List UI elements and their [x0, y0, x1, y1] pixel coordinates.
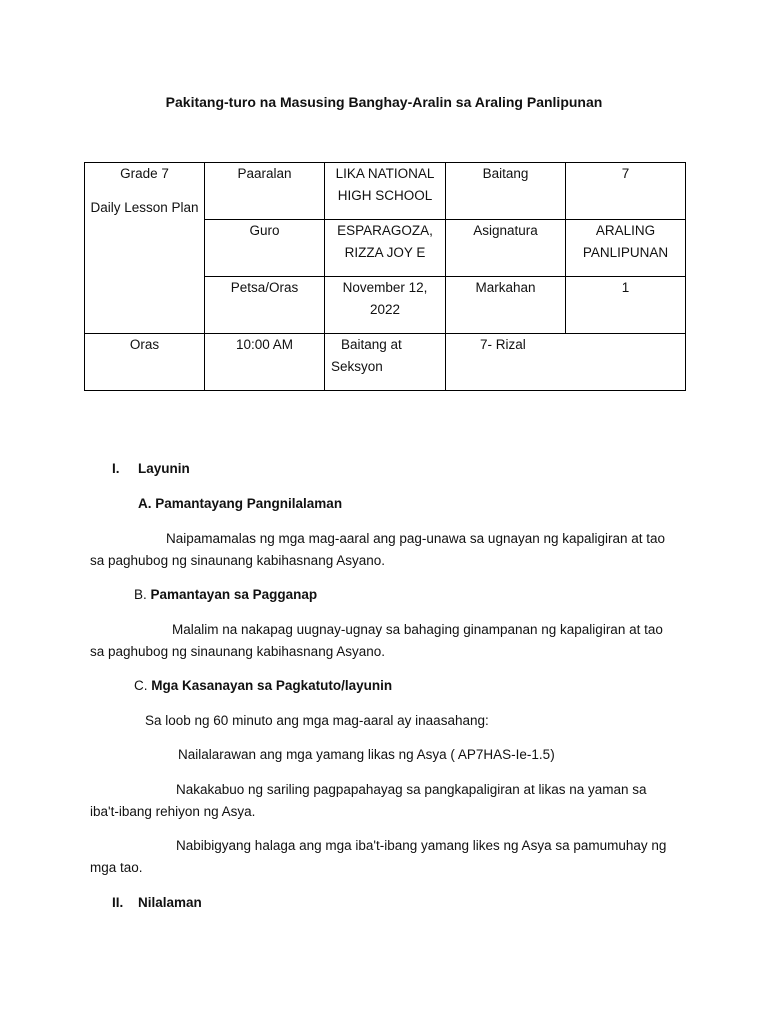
subject-label: Asignatura — [473, 223, 538, 238]
section-2-heading — [112, 895, 202, 910]
subsection-c-title: Mga Kasanayan sa Pagkatuto/layunin — [151, 678, 393, 693]
document-title: Pakitang-turo na Masusing Banghay-Aralin sa Araling Panlipunan — [165, 94, 603, 110]
subject-value-cell — [566, 220, 686, 277]
objective-2-line2: iba't-ibang rehiyon ng Asya. — [90, 804, 256, 819]
section-label-line1: Baitang at — [341, 337, 402, 352]
school-value-cell — [325, 163, 446, 220]
objective-3-line1: Nabibigyang halaga ang mga iba't-ibang yamang likes ng Asya sa pamumuhay ng — [176, 838, 667, 853]
subsection-c-intro: Sa loob ng 60 minuto ang mga mag-aaral ay inaasahang: — [145, 713, 489, 728]
school-value-line2: HIGH SCHOOL — [337, 188, 433, 203]
section-value-cell — [446, 334, 686, 391]
section-label-line2: Seksyon — [331, 359, 383, 374]
date-value-cell — [325, 277, 446, 334]
date-label-cell — [205, 277, 325, 334]
grade-level-label-cell — [446, 163, 566, 220]
date-label: Petsa/Oras — [230, 280, 299, 295]
section-1-title: Layunin — [138, 461, 190, 476]
objective-2-line1: Nakakabuo ng sariling pagpapahayag sa pangkapaligiran at likas na yaman sa — [176, 782, 647, 797]
teacher-value-cell — [325, 220, 446, 277]
objective-1: Nailalarawan ang mga yamang likas ng Asya ( AP7HAS-Ie-1.5) — [178, 747, 555, 762]
subsection-b-heading — [134, 587, 317, 602]
school-value-line1: LIKA NATIONAL — [335, 166, 435, 181]
grade-label: Grade 7 — [120, 166, 169, 181]
teacher-value-line1: ESPARAGOZA, — [337, 223, 433, 238]
time-value-cell — [205, 334, 325, 391]
subject-label-cell — [446, 220, 566, 277]
time-value: 10:00 AM — [235, 337, 294, 352]
grade-cell — [85, 163, 205, 334]
section-2-numeral: II. — [112, 895, 124, 910]
time-label-cell — [85, 334, 205, 391]
grade-level-value-cell — [566, 163, 686, 220]
quarter-value-cell — [566, 277, 686, 334]
subject-value-line1: ARALING — [595, 223, 656, 238]
subsection-a-heading: A. Pamantayang Pangnilalaman — [138, 496, 343, 511]
subsection-b-text-line2: sa paghubog ng sinaunang kabihasnang Asyano. — [90, 644, 385, 659]
section-2-title: Nilalaman — [138, 895, 202, 910]
objective-3-line2: mga tao. — [90, 860, 143, 875]
subsection-c-prefix: C. — [134, 678, 148, 693]
plan-label: Daily Lesson Plan — [90, 200, 199, 215]
quarter-label-cell — [446, 277, 566, 334]
teacher-value-line2: RIZZA JOY E — [344, 245, 426, 260]
subsection-b-prefix: B. — [134, 587, 147, 602]
subsection-b-text-line1: Malalim na nakapag uugnay-ugnay sa bahaging ginampanan ng kapaligiran at tao — [172, 622, 663, 637]
subsection-b-title: Pamantayan sa Pagganap — [150, 587, 318, 602]
subsection-c-heading — [134, 678, 392, 693]
grade-level-label: Baitang — [482, 166, 529, 181]
section-label-cell — [325, 334, 446, 391]
section-1-heading — [112, 461, 190, 476]
date-value-line2: 2022 — [369, 302, 401, 317]
quarter-value: 1 — [621, 280, 630, 295]
grade-level-value: 7 — [621, 166, 630, 181]
teacher-label: Guro — [249, 223, 280, 238]
subsection-a-text-line2: sa paghubog ng sinaunang kabihasnang Asyano. — [90, 553, 385, 568]
teacher-label-cell — [205, 220, 325, 277]
lesson-plan-table — [84, 162, 686, 391]
subsection-a-text-line1: Naipamamalas ng mga mag-aaral ang pag-unawa sa ugnayan ng kapaligiran at tao — [166, 531, 666, 546]
subject-value-line2: PANLIPUNAN — [582, 245, 669, 260]
quarter-label: Markahan — [475, 280, 536, 295]
school-label-cell — [205, 163, 325, 220]
time-label: Oras — [129, 337, 160, 352]
section-value: 7- Rizal — [480, 337, 526, 352]
date-value-line1: November 12, — [342, 280, 428, 295]
school-label: Paaralan — [237, 166, 292, 181]
section-1-numeral: I. — [112, 461, 120, 476]
